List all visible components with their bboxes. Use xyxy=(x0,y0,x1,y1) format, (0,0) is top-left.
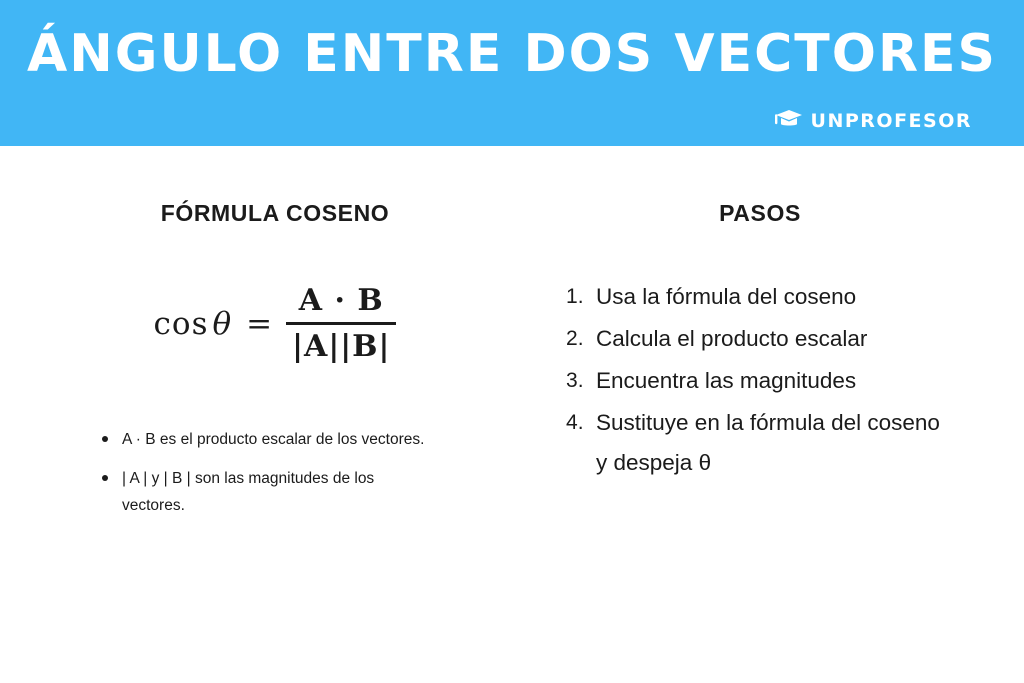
formula-equals: = xyxy=(246,305,273,342)
cosine-formula xyxy=(60,283,490,364)
formula-fraction xyxy=(286,283,396,364)
formula-notes-list xyxy=(60,426,490,519)
formula-cos-label: cos xyxy=(153,305,209,342)
steps-heading: PASOS xyxy=(719,200,801,226)
list-item: Sustituye en la fórmula del coseno y despeja θ xyxy=(596,410,940,475)
header-banner xyxy=(0,0,1024,146)
brand-logo xyxy=(774,108,972,133)
brand-name: UNPROFESOR xyxy=(810,109,972,132)
list-item: Calcula el producto escalar xyxy=(596,326,868,351)
list-item: | A | y | B | son las magnitudes de los vectores. xyxy=(122,465,432,519)
list-item: Usa la fórmula del coseno xyxy=(596,284,857,309)
formula-lhs xyxy=(154,306,233,342)
steps-list xyxy=(540,277,980,483)
list-item: A · B es el producto escalar de los vectores. xyxy=(122,426,432,453)
formula-theta: θ xyxy=(212,305,233,342)
formula-denominator: |A||B| xyxy=(292,329,391,364)
graduation-cap-icon xyxy=(774,108,804,133)
formula-heading: FÓRMULA COSENO xyxy=(160,200,390,226)
formula-numerator: A · B xyxy=(298,283,384,318)
list-item: Encuentra las magnitudes xyxy=(596,368,857,393)
steps-column xyxy=(540,200,980,485)
formula-column xyxy=(60,200,490,531)
page-title: ÁNGULO ENTRE DOS VECTORES xyxy=(27,24,997,84)
